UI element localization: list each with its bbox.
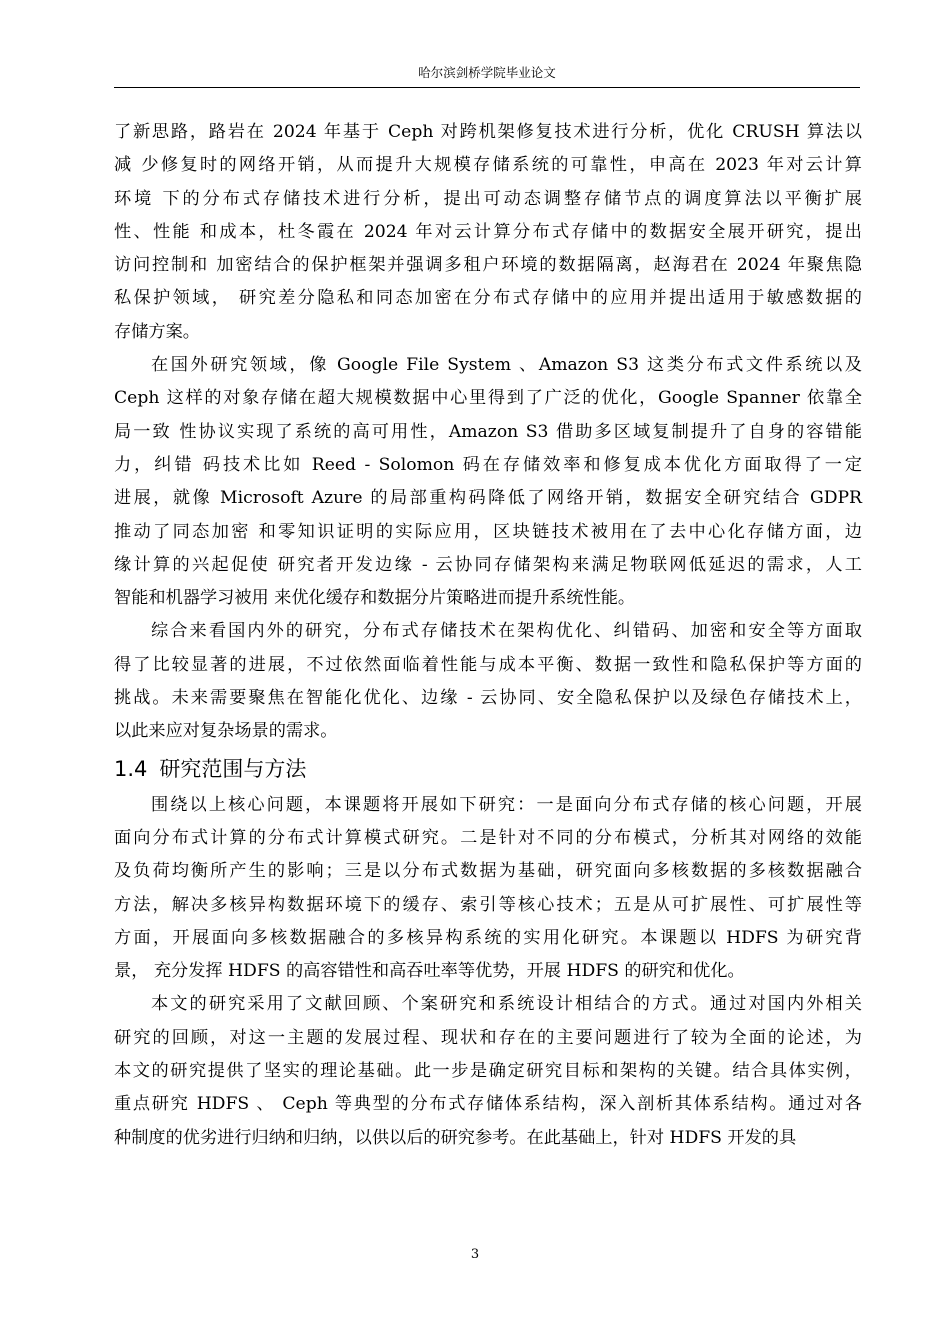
paragraph-line: 景， 充分发挥 HDFS 的高容错性和高吞吐率等优势，开展 HDFS 的研究和优化。 xyxy=(114,961,745,982)
paragraph-line: 减 少修复时的网络开销，从而提升大规模存储系统的可靠性，申高在 2023 年对云计算 xyxy=(114,155,862,176)
header-rule xyxy=(114,87,860,88)
paragraph-line: 了新思路，路岩在 2024 年基于 Ceph 对跨机架修复技术进行分析，优化 CRUSH 算法以 xyxy=(114,122,862,142)
paragraph-line: 在国外研究领域，像 Google File System 、Amazon S3 这类分布式文件系统以及 xyxy=(151,355,862,376)
section-number: 1.4 xyxy=(114,756,148,781)
paragraph-line: 围绕以上核心问题，本课题将开展如下研究：一是面向分布式存储的核心问题，开展 xyxy=(151,794,862,815)
page-number: 3 xyxy=(470,1247,480,1262)
paragraph-line: 环境 下的分布式存储技术进行分析，提出可动态调整存储节点的调度算法以平衡扩展 xyxy=(114,188,862,209)
section-heading xyxy=(114,749,862,789)
body-text-after-section xyxy=(114,789,862,1155)
paragraph-line: 挑战。未来需要聚焦在智能化优化、边缘 - 云协同、安全隐私保护以及绿色存储技术上， xyxy=(114,688,862,709)
paragraph-line: 方面，开展面向多核数据融合的多核异构系统的实用化研究。本课题以 HDFS 为研究背 xyxy=(114,927,862,948)
paragraph-line: 研究的回顾，对这一主题的发展过程、现状和存在的主要问题进行了较为全面的论述，为 xyxy=(114,1027,862,1048)
paragraph-line: 面向分布式计算的分布式计算模式研究。二是针对不同的分布模式，分析其对网络的效能 xyxy=(114,827,862,848)
paragraph-line: 本文的研究采用了文献回顾、个案研究和系统设计相结合的方式。通过对国内外相关 xyxy=(151,994,862,1015)
running-header: 哈尔滨剑桥学院毕业论文 xyxy=(418,65,556,80)
paragraph-line: 访问控制和 加密结合的保护框架并强调多租户环境的数据隔离，赵海君在 2024 年聚焦隐 xyxy=(114,255,862,276)
paragraph-line: 种制度的优劣进行归纳和归纳，以供以后的研究参考。在此基础上，针对 HDFS 开发的具 xyxy=(114,1127,797,1148)
paragraph-line: 缘计算的兴起促使 研究者开发边缘 - 云协同存储架构来满足物联网低延迟的需求，人工 xyxy=(114,554,862,575)
paragraph-line: 方法，解决多核异构数据环境下的缓存、索引等核心技术；五是从可扩展性、可扩展性等 xyxy=(114,894,862,915)
document-body xyxy=(114,116,862,1155)
paragraph xyxy=(114,988,862,1154)
section-title: 研究范围与方法 xyxy=(159,756,307,781)
paragraph-line: 力，纠错 码技术比如 Reed - Solomon 码在存储效率和修复成本优化方面取得了一定 xyxy=(114,454,862,475)
body-text-before-section xyxy=(114,116,862,749)
paragraph-line: 私保护领域， 研究差分隐私和同态加密在分布式存储中的应用并提出适用于敏感数据的 xyxy=(114,288,862,309)
paragraph-line: 综合来看国内外的研究，分布式存储技术在架构优化、纠错码、加密和安全等方面取 xyxy=(151,621,862,642)
paragraph-line: 及负荷均衡所产生的影响；三是以分布式数据为基础，研究面向多核数据的多核数据融合 xyxy=(114,861,862,882)
paragraph-line: 重点研究 HDFS 、 Ceph 等典型的分布式存储体系结构，深入剖析其体系结构。通过对各 xyxy=(114,1094,862,1115)
paragraph-line: 存储方案。 xyxy=(114,321,200,342)
paragraph xyxy=(114,615,862,748)
paragraph-line: 本文的研究提供了坚实的理论基础。此一步是确定研究目标和架构的关键。结合具体实例， xyxy=(114,1061,862,1082)
paragraph-line: 以此来应对复杂场景的需求。 xyxy=(114,721,338,742)
paragraph-line: 局一致 性协议实现了系统的高可用性，Amazon S3 借助多区域复制提升了自身的容错能 xyxy=(114,421,862,442)
paragraph-line: Ceph 这样的对象存储在超大规模数据中心里得到了广泛的优化，Google Spanner 依靠全 xyxy=(114,388,862,409)
paragraph-line: 得了比较显著的进展，不过依然面临着性能与成本平衡、数据一致性和隐私保护等方面的 xyxy=(114,654,862,675)
paragraph xyxy=(114,789,862,989)
paragraph-line: 智能和机器学习被用 来优化缓存和数据分片策略进而提升系统性能。 xyxy=(114,588,636,609)
paragraph-line: 推动了同态加密 和零知识证明的实际应用，区块链技术被用在了去中心化存储方面，边 xyxy=(114,521,862,542)
paragraph xyxy=(114,349,862,615)
paragraph-line: 性、性能 和成本，杜冬霞在 2024 年对云计算分布式存储中的数据安全展开研究，提出 xyxy=(114,221,862,242)
paragraph xyxy=(114,116,862,349)
paragraph-line: 进展，就像 Microsoft Azure 的局部重构码降低了网络开销，数据安全研究结合 GDPR xyxy=(114,488,862,509)
